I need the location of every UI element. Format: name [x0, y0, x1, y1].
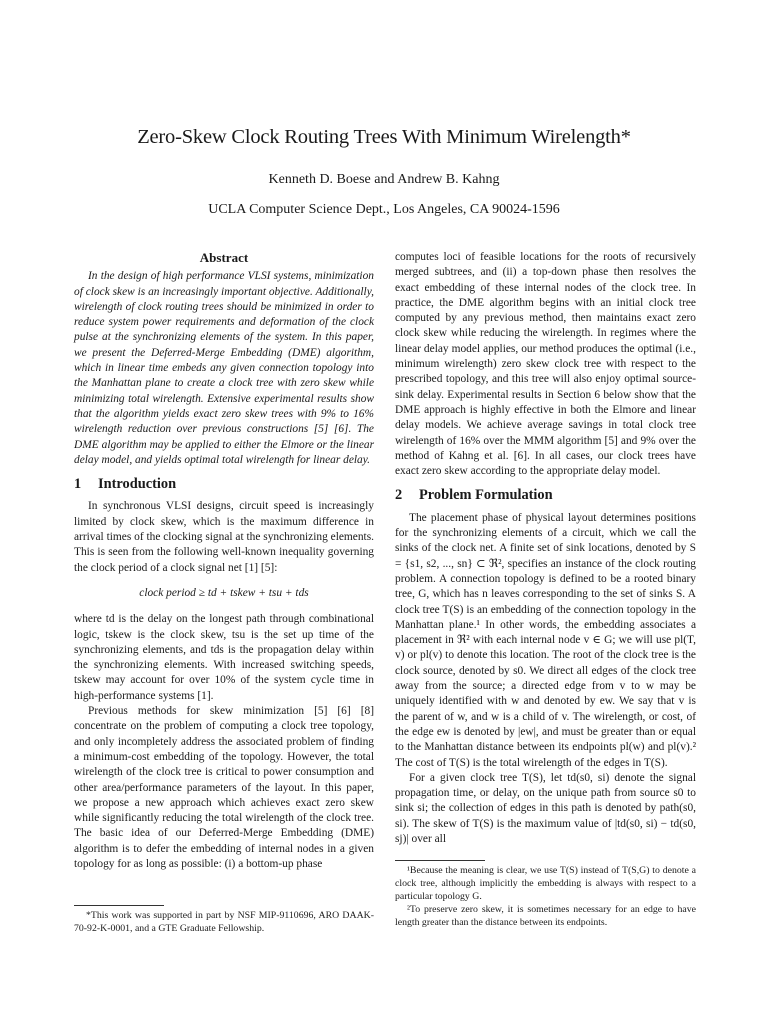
footnote-rule — [395, 860, 485, 861]
problem-paragraph-2: For a given clock tree T(S), let td(s0, si) denote the signal propagation time, or delay, on the unique path from source s0 to sink si; the collection of edges in this path is denoted by path(s0, si). The skew of T(S) is the maximum value of |td(s0, si) − td(s0, sj)| over all — [395, 771, 696, 845]
clock-period-equation: clock period ≥ td + tskew + tsu + tds — [139, 586, 309, 599]
left-column — [74, 250, 374, 872]
intro-paragraph-3: Previous methods for skew minimization [5] [6] [8] concentrate on the problem of computing a clock tree topology, and only incompletely address the associated problem of finding a minimum-cost embedding of the topology. However, the total wirelength of the clock tree is critical to power consumption and other area/performance parameters of the layout. In this paper, we propose a new approach which achieves exact zero skew while significantly reducing the total wirelength of the clock tree. The basic idea of our Deferred-Merge Embedding (DME) algorithm is to defer the embedding of internal nodes in a given topology for as long as possible: (i) a bottom-up phase — [74, 705, 374, 870]
section-2-heading — [395, 488, 696, 503]
funding-footnote: *This work was supported in part by NSF MIP-9110696, ARO DAAK-70-92-K-0001, and a GTE Graduate Fellowship. — [74, 910, 374, 934]
footnote-1: ¹Because the meaning is clear, we use T(S) instead of T(S,G) to denote a clock tree, although implicitly the embedding is always with respect to a particular topology G. — [395, 865, 696, 902]
section-1-heading — [74, 477, 374, 492]
section-2-number: 2 — [395, 487, 403, 504]
paper-affiliation: UCLA Computer Science Dept., Los Angeles, CA 90024-1596 — [208, 202, 560, 217]
intro-paragraph-1: In synchronous VLSI designs, circuit speed is increasingly limited by clock skew, which is the maximum difference in arrival times of the clocking signal at the synchronizing elements. This is seen from the following well-known inequality governing the clock period of a clock signal net [1] [5]: — [74, 500, 374, 574]
section-2-title: Problem Formulation — [419, 487, 553, 504]
intro-continuation: computes loci of feasible locations for the roots of recursively merged subtrees, and (ii) a top-down phase then resolves the exact embedding of these internal nodes of the clock tree. In practice, the DME algorithm begins with an initial clock tree computed by any previous method, then maintains exact zero clock skew while reducing the wirelength. In regimes where the linear delay model applies, our method produces the optimal (i.e., minimum wirelength) zero skew clock tree with respect to the prescribed topology, and this tree will also enjoy optimal source-sink delay. Experimental results in Section 6 below show that the DME approach is highly effective in both the Elmore and linear delay models. We achieve average savings in total clock tree wirelength of 16% over the MMM algorithm [5] and 9% over the method of Kahng et al. [6]. In all cases, our clock trees have exact zero skew according to the appropriate delay model. — [395, 251, 696, 478]
left-footnotes — [74, 905, 374, 935]
abstract-heading: Abstract — [199, 250, 249, 265]
abstract-text: In the design of high performance VLSI systems, minimization of clock skew is an increasingly important objective. Additionally, wirelength of clock routing trees should be minimized in order to reduce system power requirements and deformation of the clock pulse at the synchronizing elements of the system. In this paper, we present the Deferred-Merge Embedding (DME) algorithm, which in linear time embeds any given connection topology into the Manhattan plane to create a clock tree with zero skew while minimizing total wirelength. Extensive experimental results show that the algorithm yields exact zero skew trees with 9% to 16% wirelength reduction over previous constructions [5] [6]. The DME algorithm may be applied to either the Elmore or the linear delay model, and yields optimal total wirelength for linear delay. — [74, 270, 374, 466]
paper-title: Zero-Skew Clock Routing Trees With Minimum Wirelength* — [137, 126, 631, 148]
right-column — [395, 250, 696, 847]
intro-paragraph-2: where td is the delay on the longest path through combinational logic, tskew is the clock skew, tsu is the set up time of the synchronizing elements, and tds is the propagation delay within the synchronizing elements. With increased switching speeds, tskew may account for over 10% of the system cycle time in high-performance systems [1]. — [74, 613, 374, 702]
right-footnotes — [395, 860, 696, 929]
problem-paragraph-1: The placement phase of physical layout determines positions for the synchronizing elements of a circuit, which we call the sinks of the clock net. A finite set of sink locations, denoted by S = {s1, s2, ..., sn} ⊂ ℜ², specifies an instance of the clock routing problem. A connection topology is defined to be a rooted binary tree, G, which has n leaves corresponding to the set of sinks S. A clock tree T(S) is an embedding of the connection topology in the Manhattan plane.¹ In other words, the embedding associates a placement in ℜ² with each internal node v ∈ G; we will use pl(T, v) or pl(v) to denote this location. The root of the clock tree is the clock source, denoted by s0. We direct all edges of the clock tree away from the source; a directed edge from v to w may be uniquely identified with w and denoted by ew. We say that v is the parent of w, and w is a child of v. The wirelength, or cost, of the edge ew is denoted by |ew|, and must be greater than or equal to the Manhattan distance between its endpoints pl(w) and pl(v).² The cost of T(S) is the total wirelength of the edges in T(S). — [395, 511, 696, 769]
paper-authors: Kenneth D. Boese and Andrew B. Kahng — [268, 172, 500, 187]
footnote-2: ²To preserve zero skew, it is sometimes necessary for an edge to have length greater than the distance between its endpoints. — [395, 904, 696, 928]
section-1-number: 1 — [74, 476, 82, 493]
section-1-title: Introduction — [98, 476, 177, 493]
footnote-rule — [74, 905, 164, 906]
